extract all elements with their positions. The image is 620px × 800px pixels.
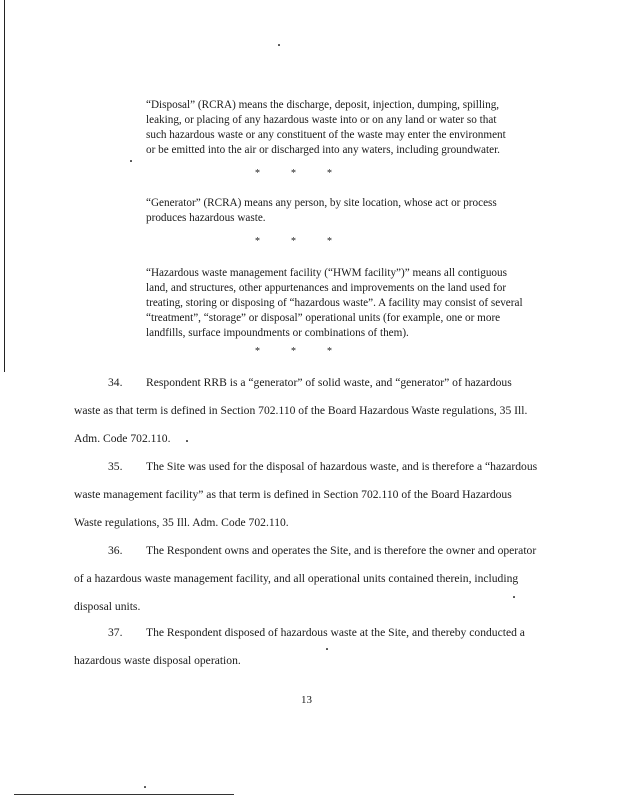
paragraph-line: of a hazardous waste management facility, and all operational units contained therein, including — [74, 572, 519, 585]
paragraph-line: Waste regulations, 35 Ill. Adm. Code 702.110. — [74, 516, 289, 529]
paragraph-number: 37. — [108, 626, 123, 639]
separator-star: * — [255, 346, 260, 357]
definition-line: treating, storing or disposing of “hazardous waste”. A facility may consist of several — [146, 297, 523, 309]
paragraph-first-line: The Respondent disposed of hazardous waste at the Site, and thereby conducted a — [146, 626, 525, 639]
definition-line: “treatment”, “storage” or disposal” operational units (for example, one or more — [146, 312, 501, 324]
definition-line: “Generator” (RCRA) means any person, by site location, whose act or process — [146, 197, 497, 209]
section-separator — [255, 346, 363, 357]
definition-line: landfills, surface impoundments or combinations of them). — [146, 327, 409, 339]
scan-speck — [513, 596, 515, 598]
separator-star: * — [255, 236, 260, 247]
paragraph-line: waste as that term is defined in Section 702.110 of the Board Hazardous Waste regulations, 35 Ill. — [74, 404, 528, 417]
definition-line: or be emitted into the air or discharged into any waters, including groundwater. — [146, 144, 500, 156]
section-separator — [255, 236, 363, 247]
definition-line: produces hazardous waste. — [146, 212, 266, 224]
paragraph-first-line: Respondent RRB is a “generator” of solid waste, and “generator” of hazardous — [146, 376, 512, 389]
scan-speck — [278, 44, 280, 46]
definition-line: such hazardous waste or any constituent of the waste may enter the environment — [146, 129, 506, 141]
separator-star: * — [327, 346, 332, 357]
paragraph-first-line: The Site was used for the disposal of hazardous waste, and is therefore a “hazardous — [146, 460, 538, 473]
scan-speck — [186, 440, 188, 442]
separator-star: * — [291, 168, 296, 179]
section-separator — [255, 168, 363, 179]
scan-speck — [144, 786, 146, 788]
bottom-rule — [14, 794, 234, 795]
definition-disposal — [146, 98, 546, 158]
paragraph-number: 34. — [108, 376, 123, 389]
scan-speck — [130, 160, 132, 162]
definition-line: “Hazardous waste management facility (“HWM facility”)” means all contiguous — [146, 267, 507, 279]
paragraph-first-line: The Respondent owns and operates the Site, and is therefore the owner and operator — [146, 544, 537, 557]
paragraph-number: 35. — [108, 460, 123, 473]
definition-line: “Disposal” (RCRA) means the discharge, deposit, injection, dumping, spilling, — [146, 99, 500, 111]
definition-line: leaking, or placing of any hazardous waste into or on any land or water so that — [146, 114, 497, 126]
separator-star: * — [291, 236, 296, 247]
paragraph-line: waste management facility” as that term is defined in Section 702.110 of the Board Hazardous — [74, 488, 512, 501]
separator-star: * — [255, 168, 260, 179]
page-number: 13 — [301, 694, 312, 706]
paragraph-line: disposal units. — [74, 600, 141, 613]
paragraph-number: 36. — [108, 544, 123, 557]
separator-star: * — [291, 346, 296, 357]
definition-hwm-facility — [146, 266, 546, 341]
separator-star: * — [327, 236, 332, 247]
definition-generator — [146, 196, 546, 226]
definition-line: land, and structures, other appurtenances and improvements on the land used for — [146, 282, 507, 294]
left-margin-bar — [4, 0, 5, 372]
paragraph-line: hazardous waste disposal operation. — [74, 654, 241, 667]
paragraph-line: Adm. Code 702.110. — [74, 432, 171, 445]
separator-star: * — [327, 168, 332, 179]
scan-speck — [326, 648, 328, 650]
